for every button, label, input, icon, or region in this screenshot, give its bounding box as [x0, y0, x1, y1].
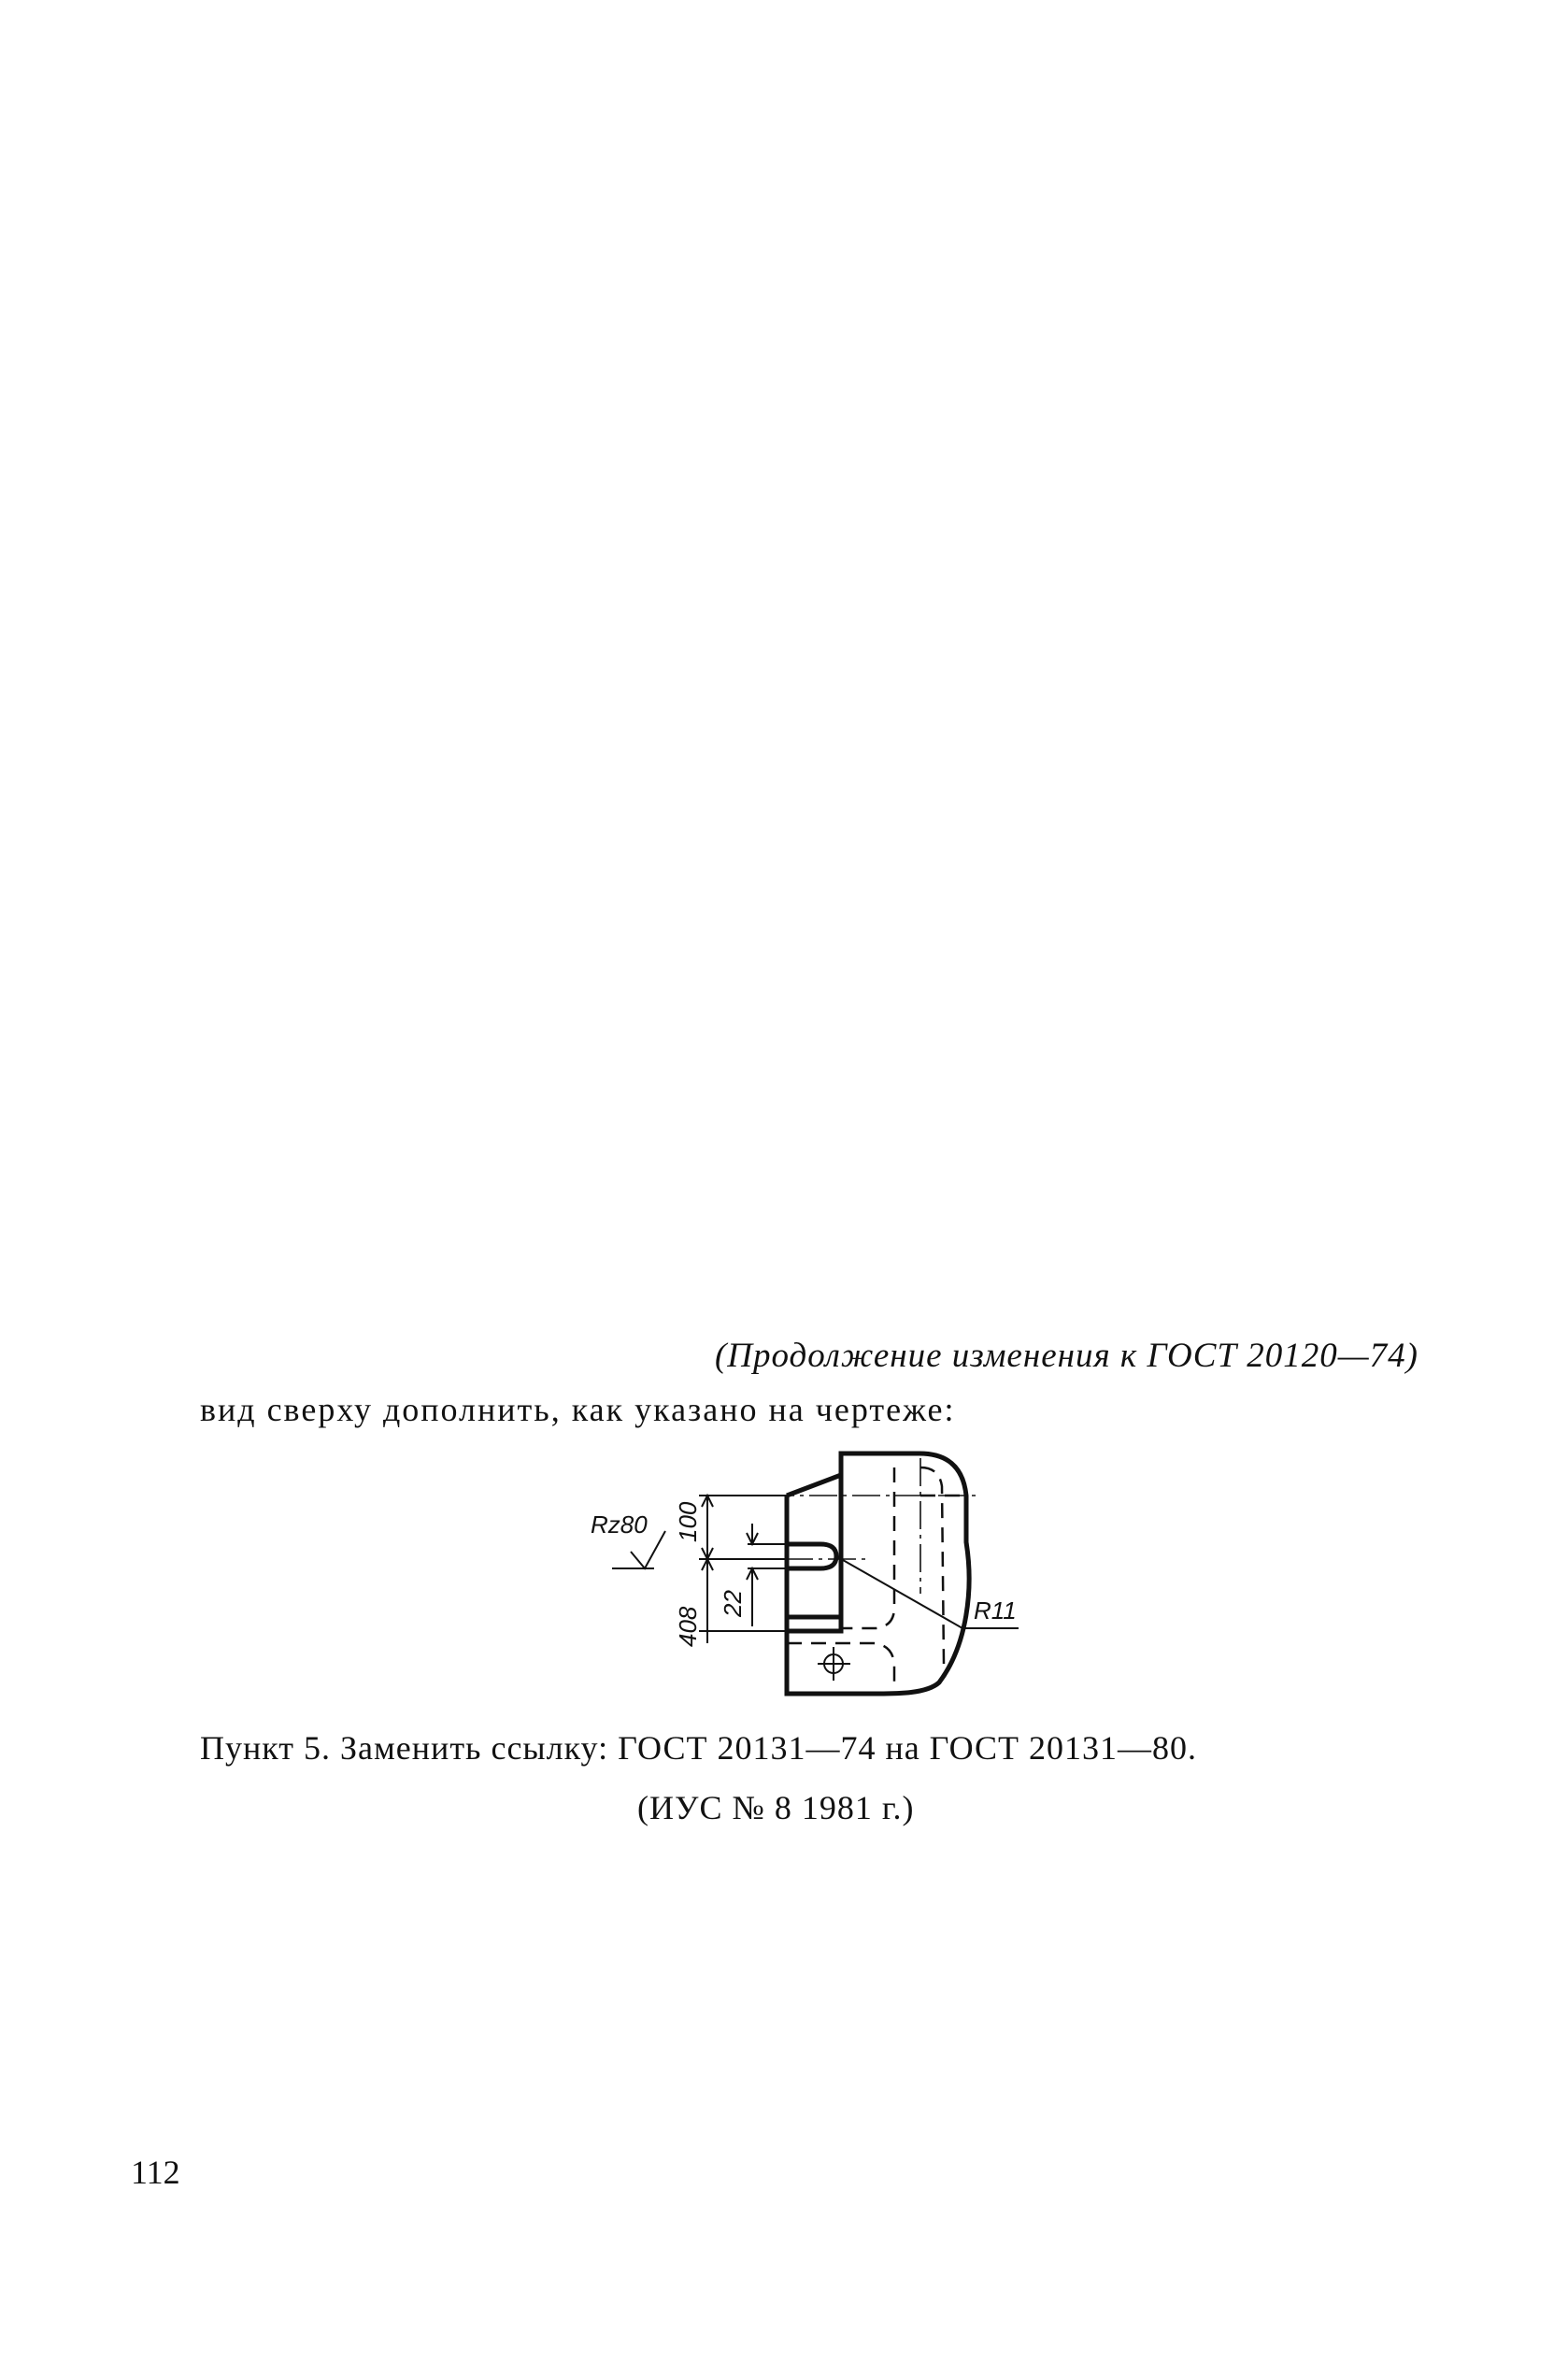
- dim-100-label: 100: [674, 1501, 702, 1542]
- ius-reference: (ИУС № 8 1981 г.): [637, 1789, 915, 1826]
- dim-22-label: 22: [719, 1590, 747, 1617]
- point-5-text: Пункт 5. Заменить ссылку: ГОСТ 20131—74 на ГОСТ 20131—80.: [200, 1729, 1198, 1767]
- radius-label: R11: [974, 1596, 1017, 1625]
- hidden-line-1: [841, 1467, 894, 1628]
- dim-408-label: 408: [674, 1606, 702, 1647]
- roughness-label: Rz80: [591, 1510, 648, 1539]
- hole-cross: [818, 1647, 850, 1681]
- slanted-edge: [787, 1475, 841, 1496]
- dim-slot-lines: [748, 1544, 787, 1568]
- continuation-header: (Продолжение изменения к ГОСТ 20120—74): [714, 1337, 1418, 1375]
- slot: [787, 1544, 836, 1568]
- intro-text: вид сверху дополнить, как указано на чертеже:: [200, 1391, 956, 1428]
- page-number: 112: [131, 2154, 180, 2191]
- dim-arrows: [702, 1496, 758, 1580]
- hidden-line-2: [920, 1467, 944, 1664]
